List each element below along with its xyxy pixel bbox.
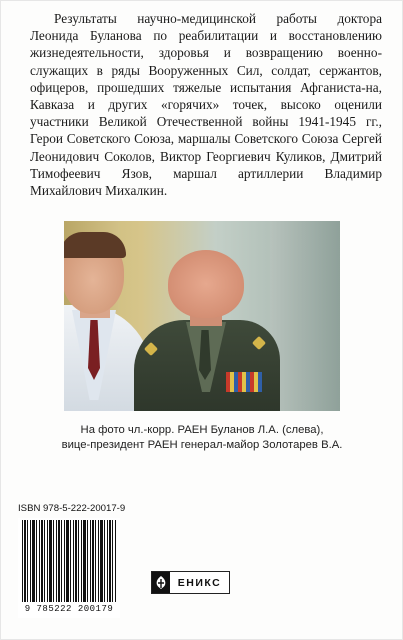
isbn-label: ISBN 978-5-222-20017-9 xyxy=(18,503,126,514)
officer-head xyxy=(168,250,244,318)
phoenix-logo-icon xyxy=(152,572,170,593)
publisher-name: ЕНИКС xyxy=(177,576,222,589)
photo-caption-line-1: На фото чл.-корр. РАЕН Буланов Л.А. (слева), xyxy=(80,424,324,436)
barcode-bars xyxy=(22,520,116,602)
barcode-digits: 9 785222 200179 xyxy=(24,604,114,614)
doctor-hair xyxy=(60,232,126,258)
barcode xyxy=(18,518,120,618)
photo-caption-line-2: вице-президент РАЕН генерал-майор Золотарев В.А. xyxy=(61,439,343,451)
annotation-text xyxy=(30,10,382,199)
photo-caption xyxy=(30,423,374,453)
annotation-paragraph: Результаты научно-медицинской работы доктора Леонида Буланова по реабилитации и восстановлению жизнедеятельности, здоровья и возвращению военно-служащих в ряды Вооруженных Сил, солдат, сержантов, офицеров, прошедших тяжелые испытания Афганиста-на, Кавказа и других «горячих» точек, высоко оценили участники Великой Отечественной войны 1941-1945 гг., Герои Советского Союза, маршалы Советского Союза Сергей Леонидович Соколов, Виктор Георгиевич Куликов, Дмитрий Тимофеевич Язов, маршал артиллерии Владимир Михайлович Михалкин. xyxy=(30,11,382,199)
officer-medal-ribbons xyxy=(226,372,262,392)
publisher-logo xyxy=(151,571,230,594)
